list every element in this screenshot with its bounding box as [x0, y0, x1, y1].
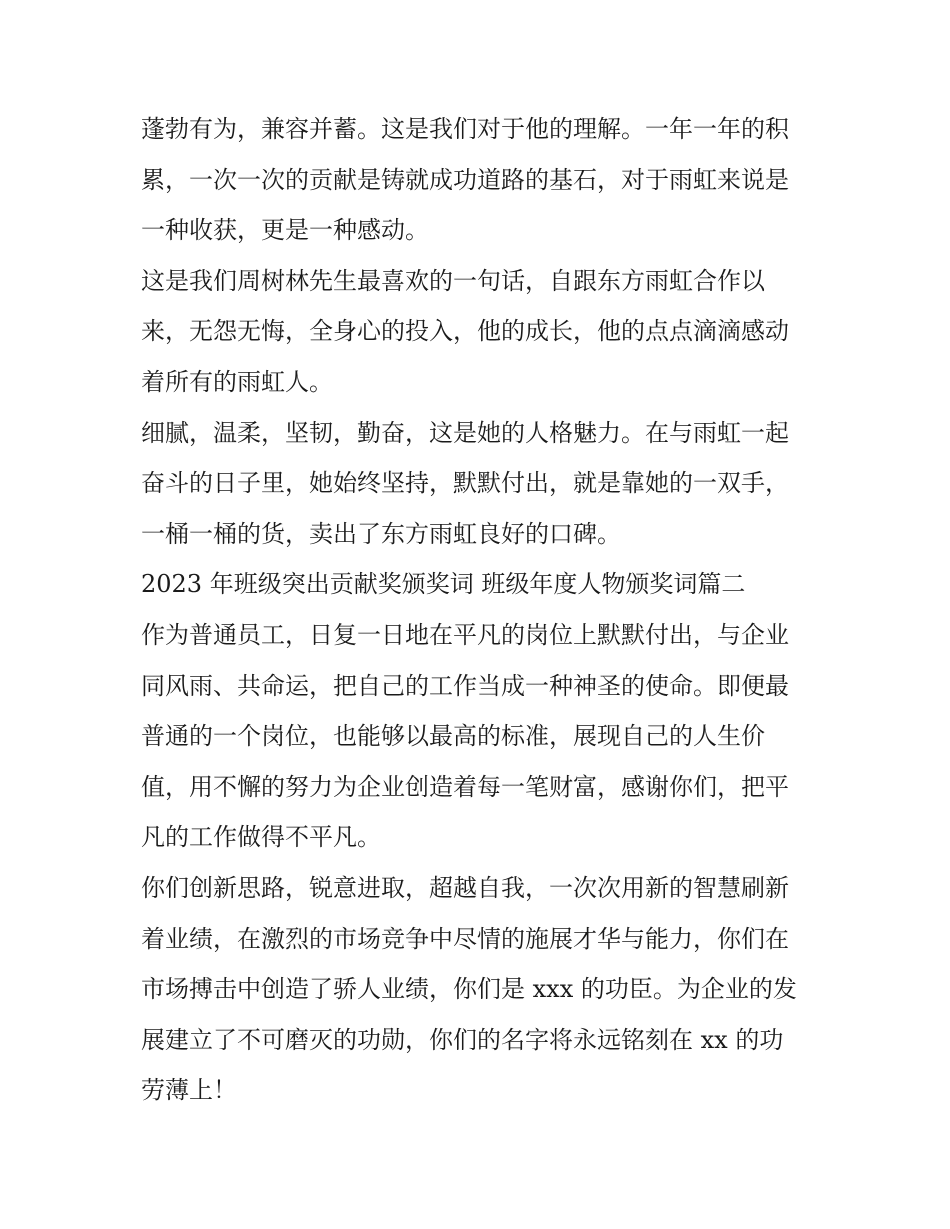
text-line: 一桶一桶的货，卖出了东方雨虹良好的口碑。 [141, 519, 621, 548]
text-line: 劳薄上！ [141, 1076, 237, 1105]
text-line: 这是我们周树林先生最喜欢的一句话，自跟东方雨虹合作以 [141, 266, 765, 295]
text-line: 市场搏击中创造了骄人业绩，你们是 xxx 的功臣。为企业的发 [141, 975, 797, 1004]
text-line: 细腻，温柔，坚韧，勤奋，这是她的人格魅力。在与雨虹一起 [141, 418, 789, 447]
text-line: 累，一次一次的贡献是铸就成功道路的基石，对于雨虹来说是 [141, 165, 789, 194]
text-line: 值，用不懈的努力为企业创造着每一笔财富，感谢你们，把平 [141, 772, 789, 801]
text-line: 展建立了不可磨灭的功勋，你们的名字将永远铭刻在 xx 的功 [141, 1025, 784, 1054]
text-line: 着所有的雨虹人。 [141, 367, 333, 396]
section-heading: 2023 年班级突出贡献奖颁奖词 班级年度人物颁奖词篇二 [141, 570, 746, 599]
document-page [141, 104, 813, 1116]
text-line: 作为普通员工，日复一日地在平凡的岗位上默默付出，与企业 [141, 620, 789, 649]
text-line: 凡的工作做得不平凡。 [141, 823, 381, 852]
text-line: 普通的一个岗位，也能够以最高的标准，展现自己的人生价 [141, 722, 765, 751]
text-line: 蓬勃有为，兼容并蓄。这是我们对于他的理解。一年一年的积 [141, 115, 789, 143]
text-line: 着业绩，在激烈的市场竞争中尽情的施展才华与能力，你们在 [141, 924, 789, 953]
text-line: 一种收获，更是一种感动。 [141, 216, 429, 245]
text-line: 同风雨、共命运，把自己的工作当成一种神圣的使命。即便最 [141, 671, 789, 700]
text-line: 来，无怨无悔，全身心的投入，他的成长，他的点点滴滴感动 [141, 317, 789, 346]
text-line: 你们创新思路，锐意进取，超越自我，一次次用新的智慧刷新 [141, 873, 789, 902]
text-line: 奋斗的日子里，她始终坚持，默默付出，就是靠她的一双手， [141, 469, 789, 498]
